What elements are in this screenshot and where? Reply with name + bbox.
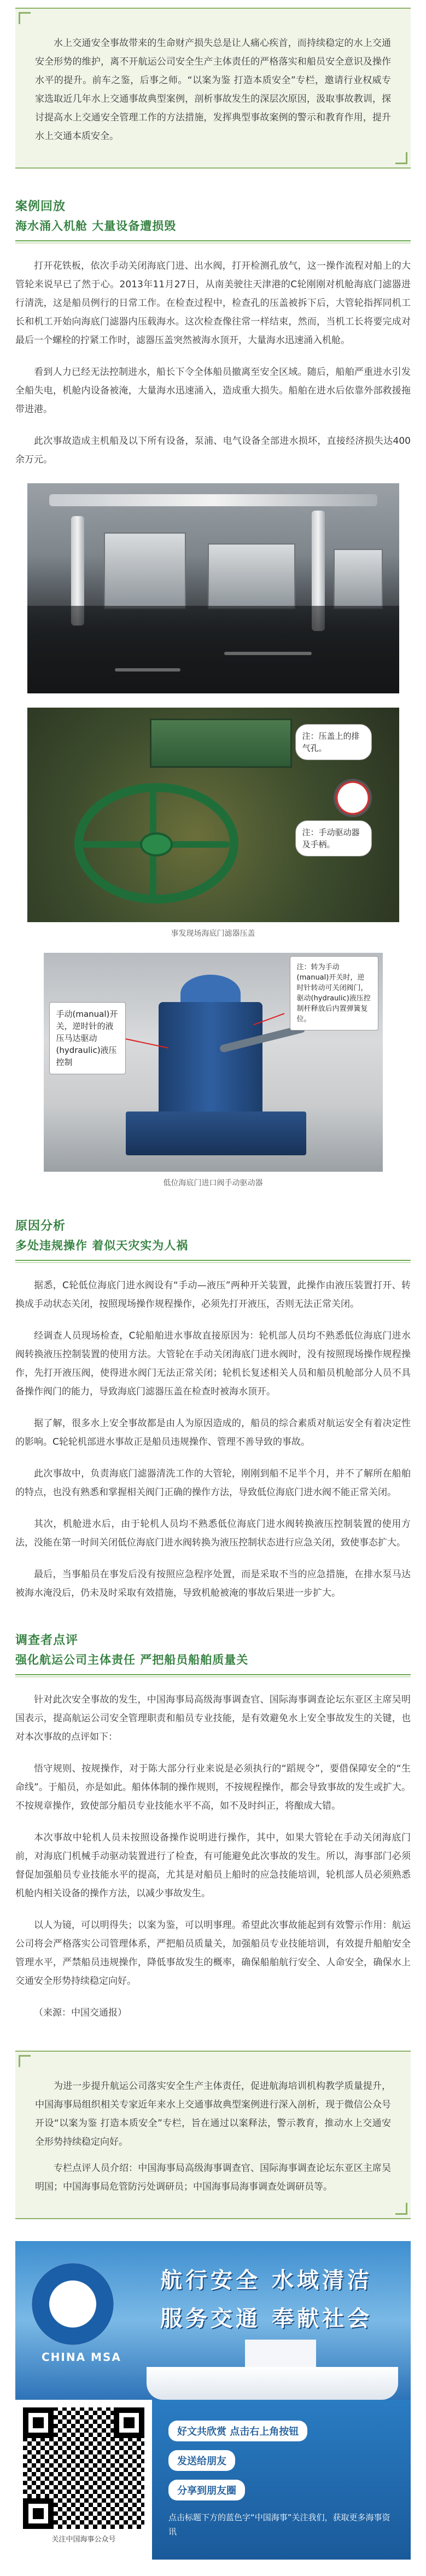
- ship-hull: [147, 2367, 398, 2400]
- flooded-engine-room-photo: [27, 483, 399, 693]
- slogan-line-2: 服务交通 奉献社会: [160, 2306, 372, 2331]
- paragraph: 本次事故中轮机人员未按照设备操作说明进行操作，其中，如果大管轮在手动关闭海底门前，对海底门机械手动驱动装置进行了检查，有可能避免此次事故的发生。所以，海事部门必须督促加强船员专业技能水平的提高，尤其是对船员上船时的应急技能培训，轮机部人员必须熟悉机舱内相关设备的操作方法，以减少事故发生。: [15, 1832, 411, 1899]
- corner-ornament: [19, 12, 31, 24]
- source-note: （来源：中国交通报）: [34, 2007, 127, 2018]
- paragraph: 据了解，很多水上安全事故都是由人为原因造成的，船员的综合素质对航运安全有着决定性的影响。C轮轮机部进水事故正是船员违规操作、管理不善导致的事故。: [15, 1418, 411, 1448]
- corner-ornament: [19, 2055, 31, 2067]
- strainer-cover-photo: [27, 708, 399, 922]
- section-divider: [15, 240, 411, 244]
- share-hint: 好文共欣赏 点击右上角按钮: [168, 2421, 307, 2441]
- valve-manual-driver-photo: [44, 953, 383, 1172]
- column-intro-text: 为进一步提升航运公司落实安全生产主体责任，促进航海培训机构教学质量提升，中国海事局组织相关专家近年来水上交通事故典型案例进行深入剖析，现于微信公众号开设“以案为鉴 打造本质安全”专栏，旨在通过以案释法，警示教育，推动水上交通安全形势持续稳定向好。: [35, 2081, 391, 2147]
- section-title: 原因分析: [15, 1219, 66, 1233]
- paragraph: 针对此次安全事故的发生，中国海事局高级海事调查官、国际海事调查论坛东亚区主席吴明国表示，提高航运公司安全管理职责和船员专业技能，是有效避免水上安全事故发生的关键，也对本次事故的点评如下：: [15, 1694, 411, 1743]
- section-title: 案例回放: [15, 200, 66, 213]
- send-to-friend-button[interactable]: 发送给朋友: [168, 2450, 235, 2471]
- follow-hint: 点击标题下方的蓝色字“中国海事”关注我们，获取更多海事资讯: [168, 2513, 390, 2537]
- msa-banner: [15, 2241, 411, 2400]
- paragraph: 此次事故中，负责海底门滤器清洗工作的大管轮，刚刚到船不足半个月，并不了解所在船舶的特点，也没有熟悉和掌握相关阀门正确的操作方法，导致低位海底门进水阀不能正常关闭。: [15, 1468, 411, 1498]
- column-intro-box: [15, 2051, 411, 2219]
- share-moments-button[interactable]: 分享到朋友圈: [168, 2480, 245, 2500]
- agency-name: CHINA MSA: [42, 2351, 121, 2364]
- callout-vent-hole: 注：压盖上的排气孔。: [295, 724, 372, 760]
- paragraph: 看到人力已经无法控制进水，船长下令全体船员撤离至安全区域。随后，船舶严重进水引发全船失电，机舱内设备被淹，大量海水迅速涌入，造成重大损失。船舶在进水后依靠外部救援拖带进港。: [15, 367, 411, 415]
- paragraph: 悟守规则、按规操作，对于陈大部分行业来说是必须执行的“蹈规令”，要借保障安全的“生命线”。于船员，亦是如此。船体体制的操作规则，不按规程操作，都会导致事故的发生或扩大。不按规章操作，致使部分船员专业技能水平不高，如不及时纠正，将酿成大错。: [15, 1763, 411, 1811]
- paragraph: 其次，机舱进水后，由于轮机人员均不熟悉低位海底门进水阀转换液压控制装置的使用方法，没能在第一时间关闭低位海底门进水阀转换为液压控制状态进行应急关闭，致使事态扩大。: [15, 1519, 411, 1548]
- paragraph: 经调查人员现场检查，C轮船舶进水事故直接原因为：轮机部人员均不熟悉低位海底门进水阀转换液压控制装置的使用方法。大管轮在手动关闭海底门进水阀时，没有按照现场操作规程操作，先打开液压阀，使得进水阀门无法正常关闭；轮机长复述相关人员和船员机舱部分人员不具备操作阀门的能力，导致海底门滤器压盖在检查时被海水顶开。: [15, 1330, 411, 1397]
- section-subtitle: 多处违规操作 着似天灾实为人祸: [15, 1239, 189, 1252]
- footer: [15, 2400, 411, 2560]
- intro-text: 水上交通安全事故带来的生命财产损失总是让人痛心疾首，而持续稳定的水上交通安全形势的维护，离不开航运公司安全生产主体责任的严格落实和船员安全意识及操作水平的提升。前车之鉴，后事之师。“以案为鉴 打造本质安全”专栏，邀请行业权威专家选取近几年水上交通事故典型案例，剖析事故发生的深层次原因，汲取事故教训，探讨提高水上交通安全管理工作的方法措施，发挥典型事故案例的警示和教育作用，提升水上交通本质安全。: [35, 38, 391, 142]
- callout-manual-drive: 注：手动驱动器及手柄。: [295, 820, 372, 856]
- section-case-review: [15, 197, 411, 244]
- intro-box: [15, 8, 411, 169]
- callout-manual-hydraulic: 手动(manual)开关，逆时针的液压马达驱动(hydraulic)液压控制: [49, 1002, 126, 1074]
- paragraph: 此次事故造成主机船及以下所有设备，泵浦、电气设备全部进水损坏，直接经济损失达400余万元。: [15, 436, 411, 465]
- slogan-line-1: 航行安全 水域清洁: [160, 2267, 372, 2293]
- qr-code[interactable]: [15, 2400, 152, 2560]
- corner-ornament: [395, 2203, 407, 2215]
- article: [0, 8, 426, 2560]
- section-divider: [15, 1674, 411, 1677]
- photo-caption: 低位海底门进口阀手动驱动器: [163, 1179, 263, 1188]
- section-subtitle: 海水涌入机舱 大量设备遭损毁: [15, 219, 177, 233]
- corner-ornament: [395, 152, 407, 164]
- section-divider: [15, 1260, 411, 1263]
- qr-code-icon: [23, 2407, 144, 2529]
- share-panel: [152, 2400, 411, 2560]
- callout-manual-note: 注：转为手动(manual)开关时，逆时针转动可关闭阀门，驱动(hydraulic)液压控制杆释放后内置弹簧复位。: [290, 956, 378, 1031]
- ship-illustration: [245, 2340, 316, 2367]
- column-experts-text: 专栏点评人员介绍：中国海事局高级海事调查官、国际海事调查论坛东亚区主席吴明国；中国海事局危管防污处调研员；中国海事局海事调查处调研员等。: [35, 2163, 391, 2192]
- paragraph: 以人为镜，可以明得失；以案为鉴，可以明事理。希望此次事故能起到有效警示作用：航运公司将会严格落实公司管理体系，严把船员质量关，加强船员专业技能培训，有效提升船舶安全管理水平，严禁船员违规操作，降低事故发生的概率，确保船舶航行安全、人命安全，确保水上交通安全形势持续稳定向好。: [15, 1920, 411, 1987]
- paragraph: 据悉，C轮低位海底门进水阀设有“手动—液压”两种开关装置，此操作由液压装置打开、转换成手动状态关闭，按照现场操作规程操作，必须先打开液压，否则无法正常关闭。: [15, 1280, 411, 1310]
- photo-caption: 事发现场海底门滤器压盖: [171, 929, 255, 938]
- qr-note: 关注中国海事公众号: [51, 2536, 116, 2544]
- paragraph: 打开花铁板，依次手动关闭海底门进、出水阀，打开检测孔放气，这一操作流程对船上的大管轮来说早已了然于心。2013年11月27日，从南美驶往天津港的C轮刚刚对机舱海底门滤器进行清洗，这是船员例行的日常工作。在检查过程中，检查孔的压盖被拆下后，大管轮指挥同机工长和机工开始向海底门滤器内压载海水。这次检查像往常一样结束，然而，当机工长将要完成对最后一个螺栓的拧紧工作时，滤器压盖突然被海水顶开，大量海水迅速涌入机舱。: [15, 261, 411, 346]
- section-subtitle: 强化航运公司主体责任 严把船员船舶质量关: [15, 1653, 249, 1666]
- msa-emblem-icon: [32, 2263, 114, 2345]
- section-title: 调查者点评: [15, 1634, 79, 1647]
- section-cause-analysis: [15, 1217, 411, 1263]
- paragraph: 最后，当事船员在事发后没有按照应急程序处置，而是采取不当的应急措施，在排水泵马达被海水淹没后，仍未及时采取有效措施，导致机舱被淹的事故后果进一步扩大。: [15, 1569, 411, 1599]
- section-investigation: [15, 1631, 411, 1677]
